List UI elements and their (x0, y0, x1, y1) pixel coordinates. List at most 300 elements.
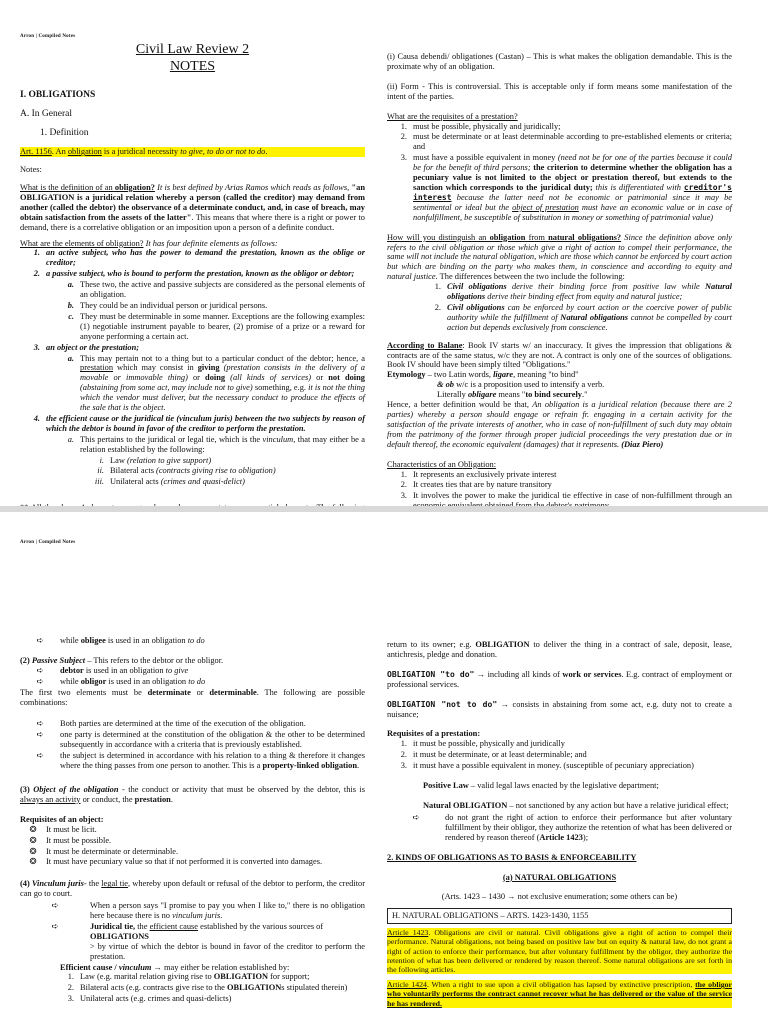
text: Efficient cause / (60, 962, 119, 972)
bullet-icon: ❂ (29, 835, 37, 845)
section-heading: I. OBLIGATIONS (20, 89, 96, 100)
text: doing (205, 373, 226, 383)
list-item (20, 477, 365, 487)
list-item (20, 343, 365, 353)
text: This may pertain not to a thing but to a particular conduct of the debtor; hence, a (80, 353, 365, 363)
text: What are the elements of obligation? (20, 238, 144, 248)
list-item (20, 466, 365, 476)
list-number: 3. (400, 491, 407, 501)
list-text: it must be possible, physically and juridically (413, 739, 565, 749)
articles-note: (Arts. 1423 – 1430 → not exclusive enumeration; some others can be) (441, 892, 678, 902)
text: (abstaining from some act, may include not to give) (80, 383, 253, 393)
list-item (20, 836, 365, 846)
text: . The following are possible combinations: (20, 687, 365, 707)
to-do-paragraph (387, 670, 732, 690)
list-number: 1. (67, 972, 74, 982)
list-text: It must have pecuniary value so that if not performed it is converted into damages. (46, 857, 323, 867)
arrow-icon: ➪ (36, 665, 44, 675)
text: work or services (562, 669, 622, 679)
text: Bilateral acts (110, 466, 157, 476)
text: established by the various sources of (198, 921, 324, 931)
elements-question (20, 239, 365, 249)
text: obligor (80, 676, 107, 686)
list-text: Unilateral acts (e.g. crimes and quasi-delicts) (80, 994, 232, 1004)
list-number: 1. (400, 469, 407, 479)
list-item (387, 303, 732, 333)
kinds-heading: 2. KINDS OF OBLIGATIONS AS TO BASIS & ENFORCEABILITY (387, 852, 637, 862)
text: determinate (147, 687, 191, 697)
text: Civil obligations (447, 282, 507, 292)
list-item (387, 761, 732, 771)
text: Vinculum juris (31, 879, 84, 889)
text: (prestation consists in the delivery of a movable or immovable thing) (80, 363, 365, 383)
text: cannot be compelled by court action but depends exclusively from conscience. (447, 312, 733, 332)
text: (need not be for one of the parties because it could be for the benefit of third persons; (413, 153, 732, 173)
text: . (220, 911, 223, 921)
text: Hence, a better definition would be that, (387, 400, 533, 410)
list-item (20, 857, 365, 867)
text: , meaning "to bind" (513, 370, 579, 380)
text: to give (165, 665, 189, 675)
list-item (387, 132, 732, 152)
text: Juridical tie, (90, 921, 136, 931)
list-text: it must be determinate, or at least determinable; and (413, 750, 587, 760)
text: to deliver the thing in a contract of sale, deposit, lease, antichresis, pledge and donation. (387, 640, 732, 659)
text: (all kinds of services) (225, 373, 312, 383)
text: prestation (80, 363, 114, 373)
etymology-line (437, 390, 732, 400)
text: or (187, 373, 206, 383)
text: is used in an obligation (106, 676, 189, 686)
text: natural obligations? (548, 232, 622, 242)
list-text: it must have a possible equivalent in money. (susceptible of pecuniary appreciation) (413, 761, 694, 771)
list-number: c. (68, 311, 74, 321)
text: . An (51, 147, 68, 157)
definition-paragraph (20, 183, 365, 233)
first-two-paragraph (20, 688, 365, 708)
list-item (20, 248, 365, 268)
text: prestation (134, 794, 171, 804)
list-text (110, 466, 365, 476)
text: OBLIGATION "to do" (387, 669, 475, 679)
bullet-icon: ❂ (29, 846, 37, 856)
return-paragraph (387, 640, 732, 660)
text: (crimes and quasi-delict) (160, 477, 245, 487)
text: to do (187, 636, 205, 645)
text: , that may either be a relation established by the following: (80, 434, 365, 454)
list-text (80, 435, 365, 455)
text: always an activity (20, 794, 81, 804)
list-text: It creates ties that are by nature transitory (413, 480, 552, 490)
list-item (20, 983, 365, 993)
text: the obligor who voluntarily performs the contract cannot recover what he has delivered or the value of the service he has rendered. (387, 980, 732, 1008)
list-item (387, 480, 732, 490)
list-number: 2. (400, 132, 407, 142)
text: debtor (60, 665, 84, 675)
list-text: It must be possible. (46, 835, 112, 845)
list-item (20, 972, 365, 982)
list-item (20, 847, 365, 857)
list-number: a. (67, 434, 74, 444)
text: The differences between the two include the following: (437, 272, 625, 282)
characteristics-heading: Characteristics of an Obligation: (387, 459, 497, 469)
list-number: 1. (434, 282, 441, 292)
text: because the latter need not be economic or patrimonial since it may be sentimental or ideal but the (413, 192, 732, 212)
text: derive their binding effect from equity and natural justice; (485, 292, 683, 302)
page-header: Arron | Compiled Notes (20, 34, 76, 39)
text: giving (197, 363, 220, 373)
list-item (20, 901, 365, 921)
text: OBLIGATION (475, 640, 530, 649)
text: to give, to do or not to do (180, 147, 266, 157)
list-item (20, 435, 365, 455)
text: Since the definition above only refers to the civil obligation or those which give a right of action to compel their performance, the same will not include the natural obligation, which are those which cannot be enforced by court action but which are binding on the party who makes them, in conscience and according to equity and natural justice. (387, 232, 733, 282)
text: it is not the thing which the vendor must deliver, but the necessary conduct to produce the effects of the sale that is the object. (80, 383, 365, 413)
text: to do (188, 676, 206, 686)
list-number: 2. (434, 302, 441, 312)
list-number: 1. (33, 248, 40, 258)
notes-label: Notes: (20, 165, 42, 175)
text: must have an economic value or in case of nonfulfillment, be susceptible of substitution in money or something of patrimonial value) (413, 202, 732, 222)
list-text (413, 153, 732, 222)
left-column (20, 636, 365, 1005)
text: is used in an obligation (83, 665, 166, 675)
list-text (90, 922, 365, 962)
positive-law (423, 781, 732, 791)
natural-obligation (423, 801, 732, 811)
article-label: Article 1423 (387, 928, 429, 938)
bullet-icon: ❂ (29, 824, 37, 834)
list-number: 1. (400, 739, 407, 749)
text: obligee (80, 636, 106, 645)
list-item (387, 813, 732, 843)
list-item (20, 994, 365, 1004)
list-text: They must be determinable in some manner. Exceptions are the following examples: (1) negotiable instrument payable to bearer, (2) promise of a prize or a reward for anyone performing a certain act. (80, 311, 365, 341)
text: or conduct, the (80, 794, 135, 804)
text: → including all kinds of (474, 669, 563, 679)
subsection-heading: 1. Definition (40, 128, 89, 138)
list-text: must be determinate or at least determinable according to pre-established elements or criteria; and (413, 132, 732, 152)
list-text: It represents an exclusively private interest (413, 469, 557, 479)
text: or (311, 373, 329, 383)
requisites-object-heading: Requisites of an object: (20, 814, 104, 824)
article-label: Article 1424 (387, 980, 427, 990)
article-label: Art. 1156 (20, 147, 52, 157)
list-item (20, 719, 365, 729)
text: – two Latin words, (425, 370, 494, 380)
left-column (20, 42, 365, 529)
text: (2) (20, 655, 32, 665)
list-item (387, 282, 732, 302)
list-number: ii. (97, 466, 104, 476)
list-text (80, 983, 365, 993)
text: creditor's interest (413, 182, 732, 202)
text: Positive Law (423, 781, 469, 791)
text: OBLIGATION (213, 972, 269, 982)
causa-paragraph: (i) Causa debendi/ obligationes (Castan) – This is what makes the obligation demandable. This is the proximate why of an obligation. (387, 52, 732, 71)
arrow-icon: ➪ (412, 812, 420, 822)
text: efficient cause (149, 921, 199, 931)
list-text (90, 901, 365, 921)
list-number: 3. (400, 153, 407, 163)
list-number: 2. (400, 750, 407, 760)
doc-subtitle: NOTES (169, 58, 216, 74)
arrow-icon: ➪ (51, 901, 59, 911)
text: & ob (437, 380, 454, 390)
etymology-line (437, 380, 732, 390)
right-column (387, 52, 732, 562)
list-number: 3. (400, 761, 407, 771)
list-text: an active subject, who has the power to demand the prestation, known as the oblige or creditor; (46, 248, 365, 268)
arrow-icon: ➪ (36, 751, 44, 761)
list-item (387, 470, 732, 480)
text: (3) (20, 784, 34, 794)
list-number: a. (67, 353, 74, 363)
text: . (356, 761, 360, 771)
list-text (80, 354, 365, 413)
natural-obligations-box: H. NATURAL OBLIGATIONS – ARTS. 1423-1430, 1155 (387, 908, 732, 924)
list-text (445, 813, 732, 843)
text: not doing (328, 373, 365, 383)
text: vinculum (118, 962, 152, 972)
list-number: 3. (33, 342, 40, 352)
text: is used in an obligation (105, 636, 188, 645)
text: , whereby upon default or refusal of the debtor to perform, the creditor can go to court. (20, 879, 366, 899)
page-header: Arron | Compiled Notes (20, 540, 76, 545)
text: . (170, 794, 173, 804)
text: It is best defined by Arias Ramos which reads as follows, (154, 183, 352, 193)
list-text: must be possible, physically and juridically; (413, 121, 561, 131)
text: ligare (493, 370, 514, 380)
text: obligation (67, 147, 102, 157)
text: for support; (268, 972, 310, 982)
list-text (447, 303, 732, 333)
arrow-icon: ➪ (51, 921, 59, 931)
text: . When a right to sue upon a civil obligation has lapsed by extinctive prescription, (426, 980, 696, 990)
text: – not sanctioned by any action but have a relative juridical effect; (507, 800, 729, 810)
arrow-icon: ➪ (36, 719, 44, 729)
list-item (20, 269, 365, 279)
text: What is the definition of an (20, 183, 115, 193)
list-number: i. (99, 455, 104, 465)
list-number: iii. (94, 477, 104, 487)
text: to bind securely (525, 390, 582, 400)
text: vinculum juris (172, 911, 221, 921)
page-2 (0, 512, 768, 1018)
list-number: b. (67, 300, 74, 310)
bullet-icon: ❂ (29, 857, 37, 867)
list-item (20, 677, 365, 687)
text: - the (83, 879, 102, 889)
list-number: 4. (33, 413, 40, 423)
text: Natural obligations (560, 312, 629, 322)
list-text: It must be licit. (46, 824, 97, 834)
text: obligation? (114, 183, 155, 193)
text: . (265, 147, 268, 157)
text: How will you distinguish an (387, 232, 490, 242)
list-number: 1. (400, 121, 407, 131)
balane-paragraph (387, 341, 732, 371)
distinguish-paragraph (387, 233, 732, 283)
list-item (20, 730, 365, 750)
text: which may consist in (113, 363, 198, 373)
text: Bilateral acts (e.g. contracts give rise to the (80, 983, 227, 993)
arrow-icon: ➪ (36, 676, 44, 686)
text: OBLIGATIONS (90, 931, 149, 941)
list-item (20, 825, 365, 835)
text: do not grant the right of action to enforce their performance but after voluntary fulfillment by their obligor, they authorize the retention of what has been delivered or rendered by reason thereof ( (445, 812, 732, 842)
text: ." (581, 390, 588, 400)
text: Literally (437, 390, 468, 400)
doc-title: Civil Law Review 2 (135, 42, 250, 57)
object-paragraph (20, 785, 365, 805)
list-item (387, 122, 732, 132)
list-text: one party is determined at the constitution of the obligation & the other to be determined subsequently in accordance with a criteria that is previously established. (60, 730, 365, 750)
text: → consists in abstaining from some act, e.g. duty not to create a nuisance; (387, 699, 732, 719)
list-text: Both parties are determined at the time of the execution of the obligation. (60, 719, 306, 729)
text: Civil obligations (447, 302, 505, 312)
text: Article 1423 (539, 832, 583, 842)
text: or (190, 687, 210, 697)
text: "an OBLIGATION is a juridical relation whereby a person (called the creditor) may demand from another (called the debtor) the observance of a determinate conduct, and, in case of breach, may obtain satisfaction from the assets of the latter" (20, 183, 365, 222)
text: the subject is determined in accordance with his relation to a thing & therefore it changes where the thing passes from one person to another. This is a (60, 751, 365, 771)
better-definition (387, 400, 732, 450)
list-text (447, 282, 732, 302)
list-text: It must be determinate or determinable. (46, 846, 179, 856)
requisites-prestation-heading: Requisites of a prestation: (387, 729, 481, 739)
list-text: It involves the power to make the juridical tie effective in case of non-fulfillment through an (413, 491, 732, 501)
text: s stipulated therein) (281, 983, 348, 993)
article-1424 (387, 980, 732, 1008)
subsection-heading: A. In General (20, 108, 72, 119)
text: It has four definite elements as follows: (143, 238, 278, 248)
list-text: the efficient cause or the juridical tie (vinculum juris) between the two subjects by reason of which the debtor is bound in favor of the creditor to perform the prestation. (46, 413, 365, 433)
natural-obligations-heading: (a) NATURAL OBLIGATIONS (502, 872, 617, 882)
text: : Book IV starts w/ an inaccuracy. It gives the impression that obligations & contracts are of the same status, w/c they are not. A contract is only one of the sources of obligations. Book IV should have been simply tilted "Obligations." (387, 340, 733, 370)
text: this is differentiated with (592, 182, 684, 192)
text: (4) (20, 879, 32, 889)
list-text: a passive subject, who is bound to perform the prestation, known as the obligor or debtor; (46, 269, 355, 279)
text: (contracts giving rise to obligation) (156, 466, 276, 476)
text: determinable (209, 687, 257, 697)
list-text (60, 677, 365, 687)
text: object of prestation (512, 202, 579, 212)
text: > by virtue of which the debtor is bound in favor of the creditor to perform the prestation. (90, 941, 365, 961)
text: w/c is a proposition used to intensify a verb. (453, 380, 605, 390)
list-item (20, 456, 365, 466)
etymology-line (387, 370, 732, 380)
list-item (20, 922, 365, 962)
efficient-cause (60, 963, 365, 973)
text: - the conduct or activity that must be observed by the debtor, this is (118, 784, 366, 794)
text: Etymology (387, 370, 426, 380)
list-number: a. (67, 280, 74, 290)
form-paragraph: (ii) Form - This is controversial. This is acceptable only if form means some manifestation of the intent of the parties. (387, 81, 732, 101)
text: from (525, 232, 549, 242)
list-number: 2. (400, 480, 407, 490)
text: means " (496, 390, 526, 400)
text: vinculum (262, 434, 294, 444)
text: Law (110, 455, 127, 465)
text: Object of the obligation (33, 784, 119, 794)
text: must have a possible equivalent in money (413, 153, 558, 163)
text: ); (582, 832, 589, 842)
text: This pertains to the juridical or legal tie, which is the (80, 434, 263, 444)
list-item (20, 636, 365, 646)
list-text (110, 477, 365, 487)
list-text (60, 636, 365, 646)
text: – This refers to the debtor or the obligor. (85, 655, 224, 665)
text: Law (e.g. marital relation giving rise to (80, 972, 214, 982)
text: . Obligations are civil or natural. Civil obligations give a right of action to compel their performance. Natural obligations, not being based on positive law but on equity & natural law, do not grant a right of action to enforce their performance, but after voluntary fulfillment by the obligor, they authorize the retention of what has been delivered or rendered by reason thereof. Some natural obligations are set forth in the following articles. (387, 928, 732, 974)
text: OBLIGATION (226, 983, 282, 993)
article-1156 (20, 147, 365, 157)
list-text (110, 456, 365, 466)
text: is a juridical necessity (101, 147, 181, 157)
text: while (60, 636, 81, 645)
text: the criterion to determine whether the obligation has a pecuniary value is not limited to the object or prestation thereof, but extends to the sanction which corresponds to the juridical duty; (413, 163, 732, 192)
list-item (20, 751, 365, 771)
text: . E.g. contract of employment or professional services. (387, 669, 732, 689)
text: (Diaz Piero) (619, 439, 664, 449)
list-item (387, 739, 732, 749)
list-text (60, 751, 365, 771)
text: – valid legal laws enacted by the legislative department; (468, 781, 659, 791)
list-item (387, 750, 732, 760)
text: something, e.g. (252, 383, 309, 393)
list-item (387, 153, 732, 222)
text: Natural obligations (447, 282, 732, 302)
list-text: These two, the active and passive subjects are considered as the personal elements of an obligation. (80, 280, 365, 300)
text: can be enforced by court action or the coercive power of public authority while the fulfillment of (447, 302, 732, 322)
text: When a person says "I promise to pay you when I like to," there is no obligation here because there is no (90, 901, 365, 921)
list-item (20, 414, 365, 434)
text: Natural OBLIGATION (423, 800, 508, 810)
text: Passive Subject (31, 655, 86, 665)
list-number: 2. (67, 983, 74, 993)
passive-subject (20, 656, 365, 666)
arrow-icon: ➪ (36, 730, 44, 740)
list-text (60, 666, 365, 676)
page-1 (0, 0, 768, 506)
right-column (387, 640, 732, 1014)
text: The first two elements must be (20, 687, 148, 697)
text: property-linked obligation (262, 761, 357, 771)
arrow-icon: ➪ (36, 636, 44, 645)
text: (relation to give support) (126, 455, 212, 465)
text: . This means that where there is a right or power to demand, there is a correlative obligation or an imposition upon a person of a definite conduct. (20, 212, 365, 232)
article-1423 (387, 928, 732, 974)
text: the (135, 921, 150, 931)
list-item (20, 666, 365, 676)
list-item (20, 301, 365, 311)
text: legal tie (101, 879, 129, 889)
text: obligation (489, 232, 526, 242)
text: derive their binding force from positive law while (506, 282, 705, 292)
requisites-question: What are the requisites of a prestation? (387, 111, 518, 121)
list-text: They could be an individual person or juridical persons. (80, 300, 268, 310)
list-item (20, 354, 365, 413)
text: return to its owner; e.g. (387, 640, 476, 649)
list-text: an object or the prestation; (46, 342, 140, 352)
text: OBLIGATION "not to do" (387, 699, 498, 709)
text: while (60, 676, 81, 686)
not-to-do-paragraph (387, 700, 732, 720)
list-text (80, 972, 365, 982)
text: → may either be relation established by: (151, 962, 290, 972)
text: An obligation is a juridical relation (because there are 2 parties) whereby a person should engage or refrain fr. engaging in a certain activity for the satisfaction of the private interests of another, who in case of non-fulfillment of such duty may obtain from the patrimony of the former through proper judicial proceedings the very prestation due or in default thereof, the economic equivalent (damages) that it represents. (387, 400, 732, 449)
vinculum-paragraph (20, 879, 365, 899)
